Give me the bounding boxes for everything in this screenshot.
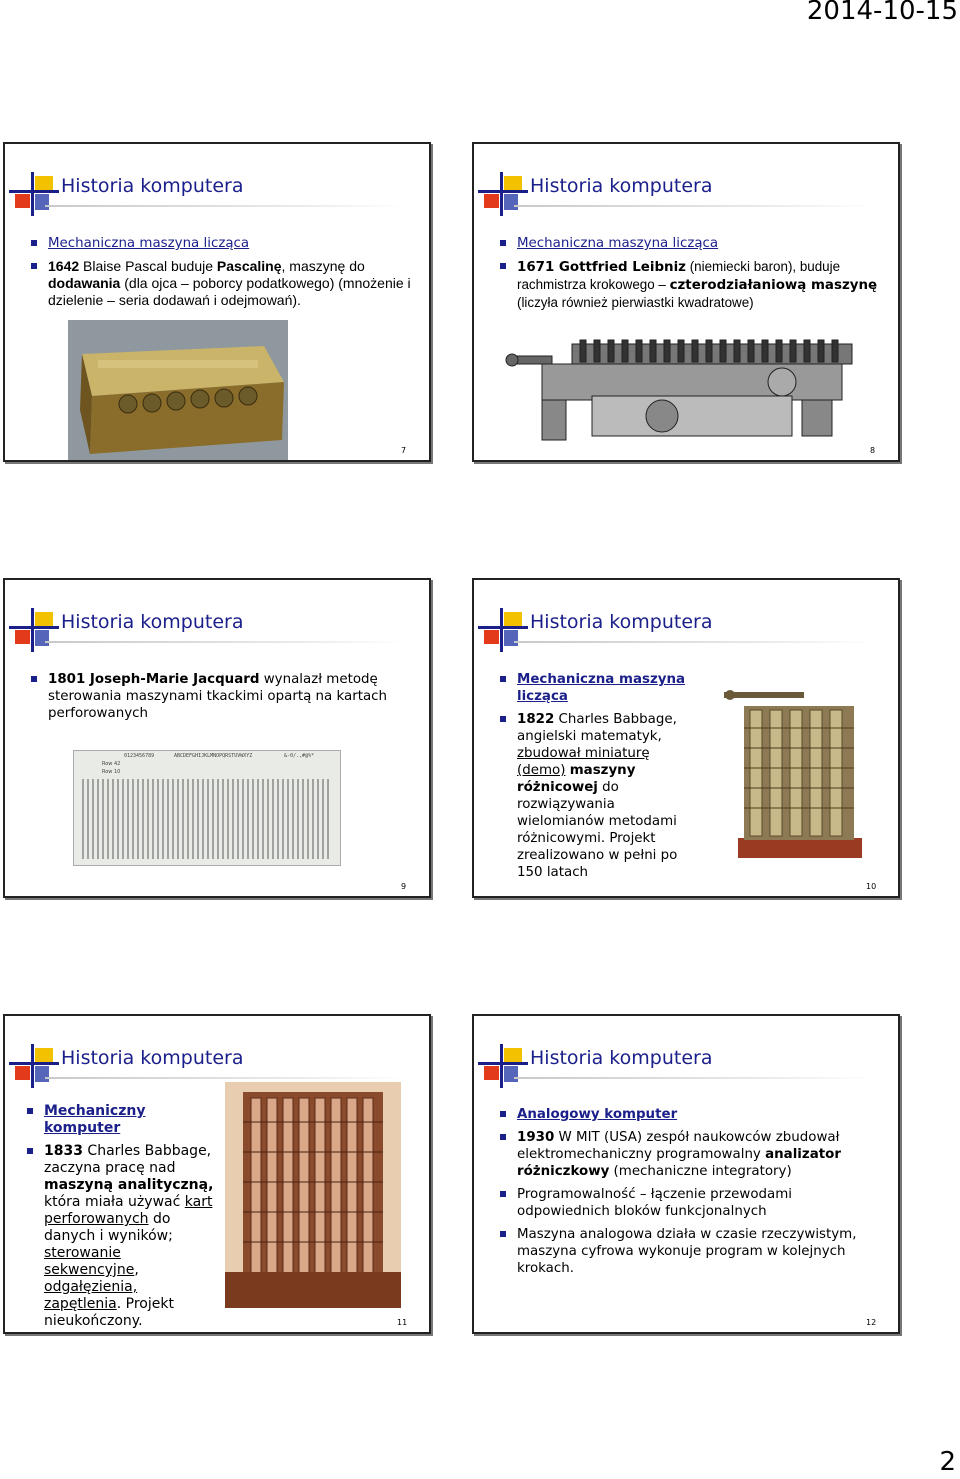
slide-number: 9 [401,882,407,891]
slide-logo-icon [478,172,528,220]
leibniz-machine-drawing [502,336,862,446]
slide-logo-icon [478,608,528,656]
slide-number: 8 [870,446,876,455]
card-hole-grid [82,779,332,859]
slide-title: Historia komputera [530,175,713,197]
bullet-list [31,671,401,728]
title-divider [45,641,405,643]
bullet-item: Mechaniczna maszyna licząca [31,235,411,252]
page-date: 2014-10-15 [806,0,958,26]
title-divider [45,205,405,207]
slide-title: Historia komputera [530,1047,713,1069]
card-row-label: Row 10 [102,769,121,775]
bullet-item: 1833 Charles Babbage, zaczyna pracę nad maszyną analityczną, która miała używać kart perforowanych do danych i wyników; sterowanie sekwencyjne, odgałęzienia, zapętlenia. Projekt nieukończony. [27,1143,217,1330]
slide-11 [3,1014,431,1334]
slide-8 [472,142,900,462]
slide-12 [472,1014,900,1334]
card-row-label: Row 42 [102,761,121,767]
slide-9 [3,578,431,898]
title-divider [514,641,874,643]
bullet-item: 1642 Blaise Pascal buduje Pascalinę, maszynę do dodawania (dla ojca – poborcy podatkowego) (mnożenie i dzielenie – seria dodawań i odejmowań). [31,258,411,309]
title-divider [514,1077,874,1079]
bullet-list [27,1103,217,1334]
pascaline-photo [68,320,288,460]
bullet-item: Mechaniczna maszyna licząca [500,235,885,252]
slide-logo-icon [9,608,59,656]
page-number: 2 [939,1447,956,1477]
bullet-item: Mechaniczna maszyna licząca [500,671,690,705]
slide-number: 11 [397,1318,408,1327]
slide-title: Historia komputera [530,611,713,633]
title-divider [45,1077,405,1079]
slide-title: Historia komputera [61,611,244,633]
slide-number: 12 [866,1318,877,1327]
bullet-list [500,235,885,318]
bullet-item: Programowalność – łączenie przewodami odpowiednich bloków funkcjonalnych [500,1186,886,1220]
bullet-item: 1801 Joseph-Marie Jacquard wynalazł metodę sterowania maszynami tkackimi opartą na kartach perforowanych [31,671,401,722]
bullet-item: 1930 W MIT (USA) zespół naukowców zbudował elektromechaniczny programowalny analizator różniczkowy (mechaniczne integratory) [500,1129,886,1180]
slide-7 [3,142,431,462]
card-letters: ABCDEFGHIJKLMNOPQRSTUVWXYZ [174,753,253,759]
analytical-engine-photo [225,1082,401,1308]
title-divider [514,205,874,207]
slide-number: 10 [866,882,877,891]
difference-engine-photo [724,688,872,860]
bullet-item: 1671 Gottfried Leibniz (niemiecki baron), buduje rachmistrza krokowego – czterodziałaniową maszynę (liczyła również pierwiastki kwadratowe) [500,258,885,312]
slide-title: Historia komputera [61,175,244,197]
slide-title: Historia komputera [61,1047,244,1069]
bullet-item: 1822 Charles Babbage, angielski matematyk, zbudował miniaturę (demo) maszyny różnicowej do rozwiązywania wielomianów metodami różnicowymi. Projekt zrealizowano w pełni po 150 latach [500,711,690,881]
slide-logo-icon [478,1044,528,1092]
bullet-item: Maszyna analogowa działa w czasie rzeczywistym, maszyna cyfrowa wykonuje program w kolejnych krokach. [500,1226,886,1277]
slide-10 [472,578,900,898]
bullet-list [500,1106,886,1283]
bullet-list [31,235,411,315]
bullet-list [500,671,690,887]
slide-number: 7 [401,446,407,455]
bullet-item: Analogowy komputer [500,1106,886,1123]
punched-card-image [73,750,341,866]
card-symbols: &-0/.,#@%* [284,753,315,759]
slide-logo-icon [9,172,59,220]
bullet-item: Mechaniczny komputer [27,1103,217,1137]
slide-logo-icon [9,1044,59,1092]
card-digits: 0123456789 [124,753,155,759]
